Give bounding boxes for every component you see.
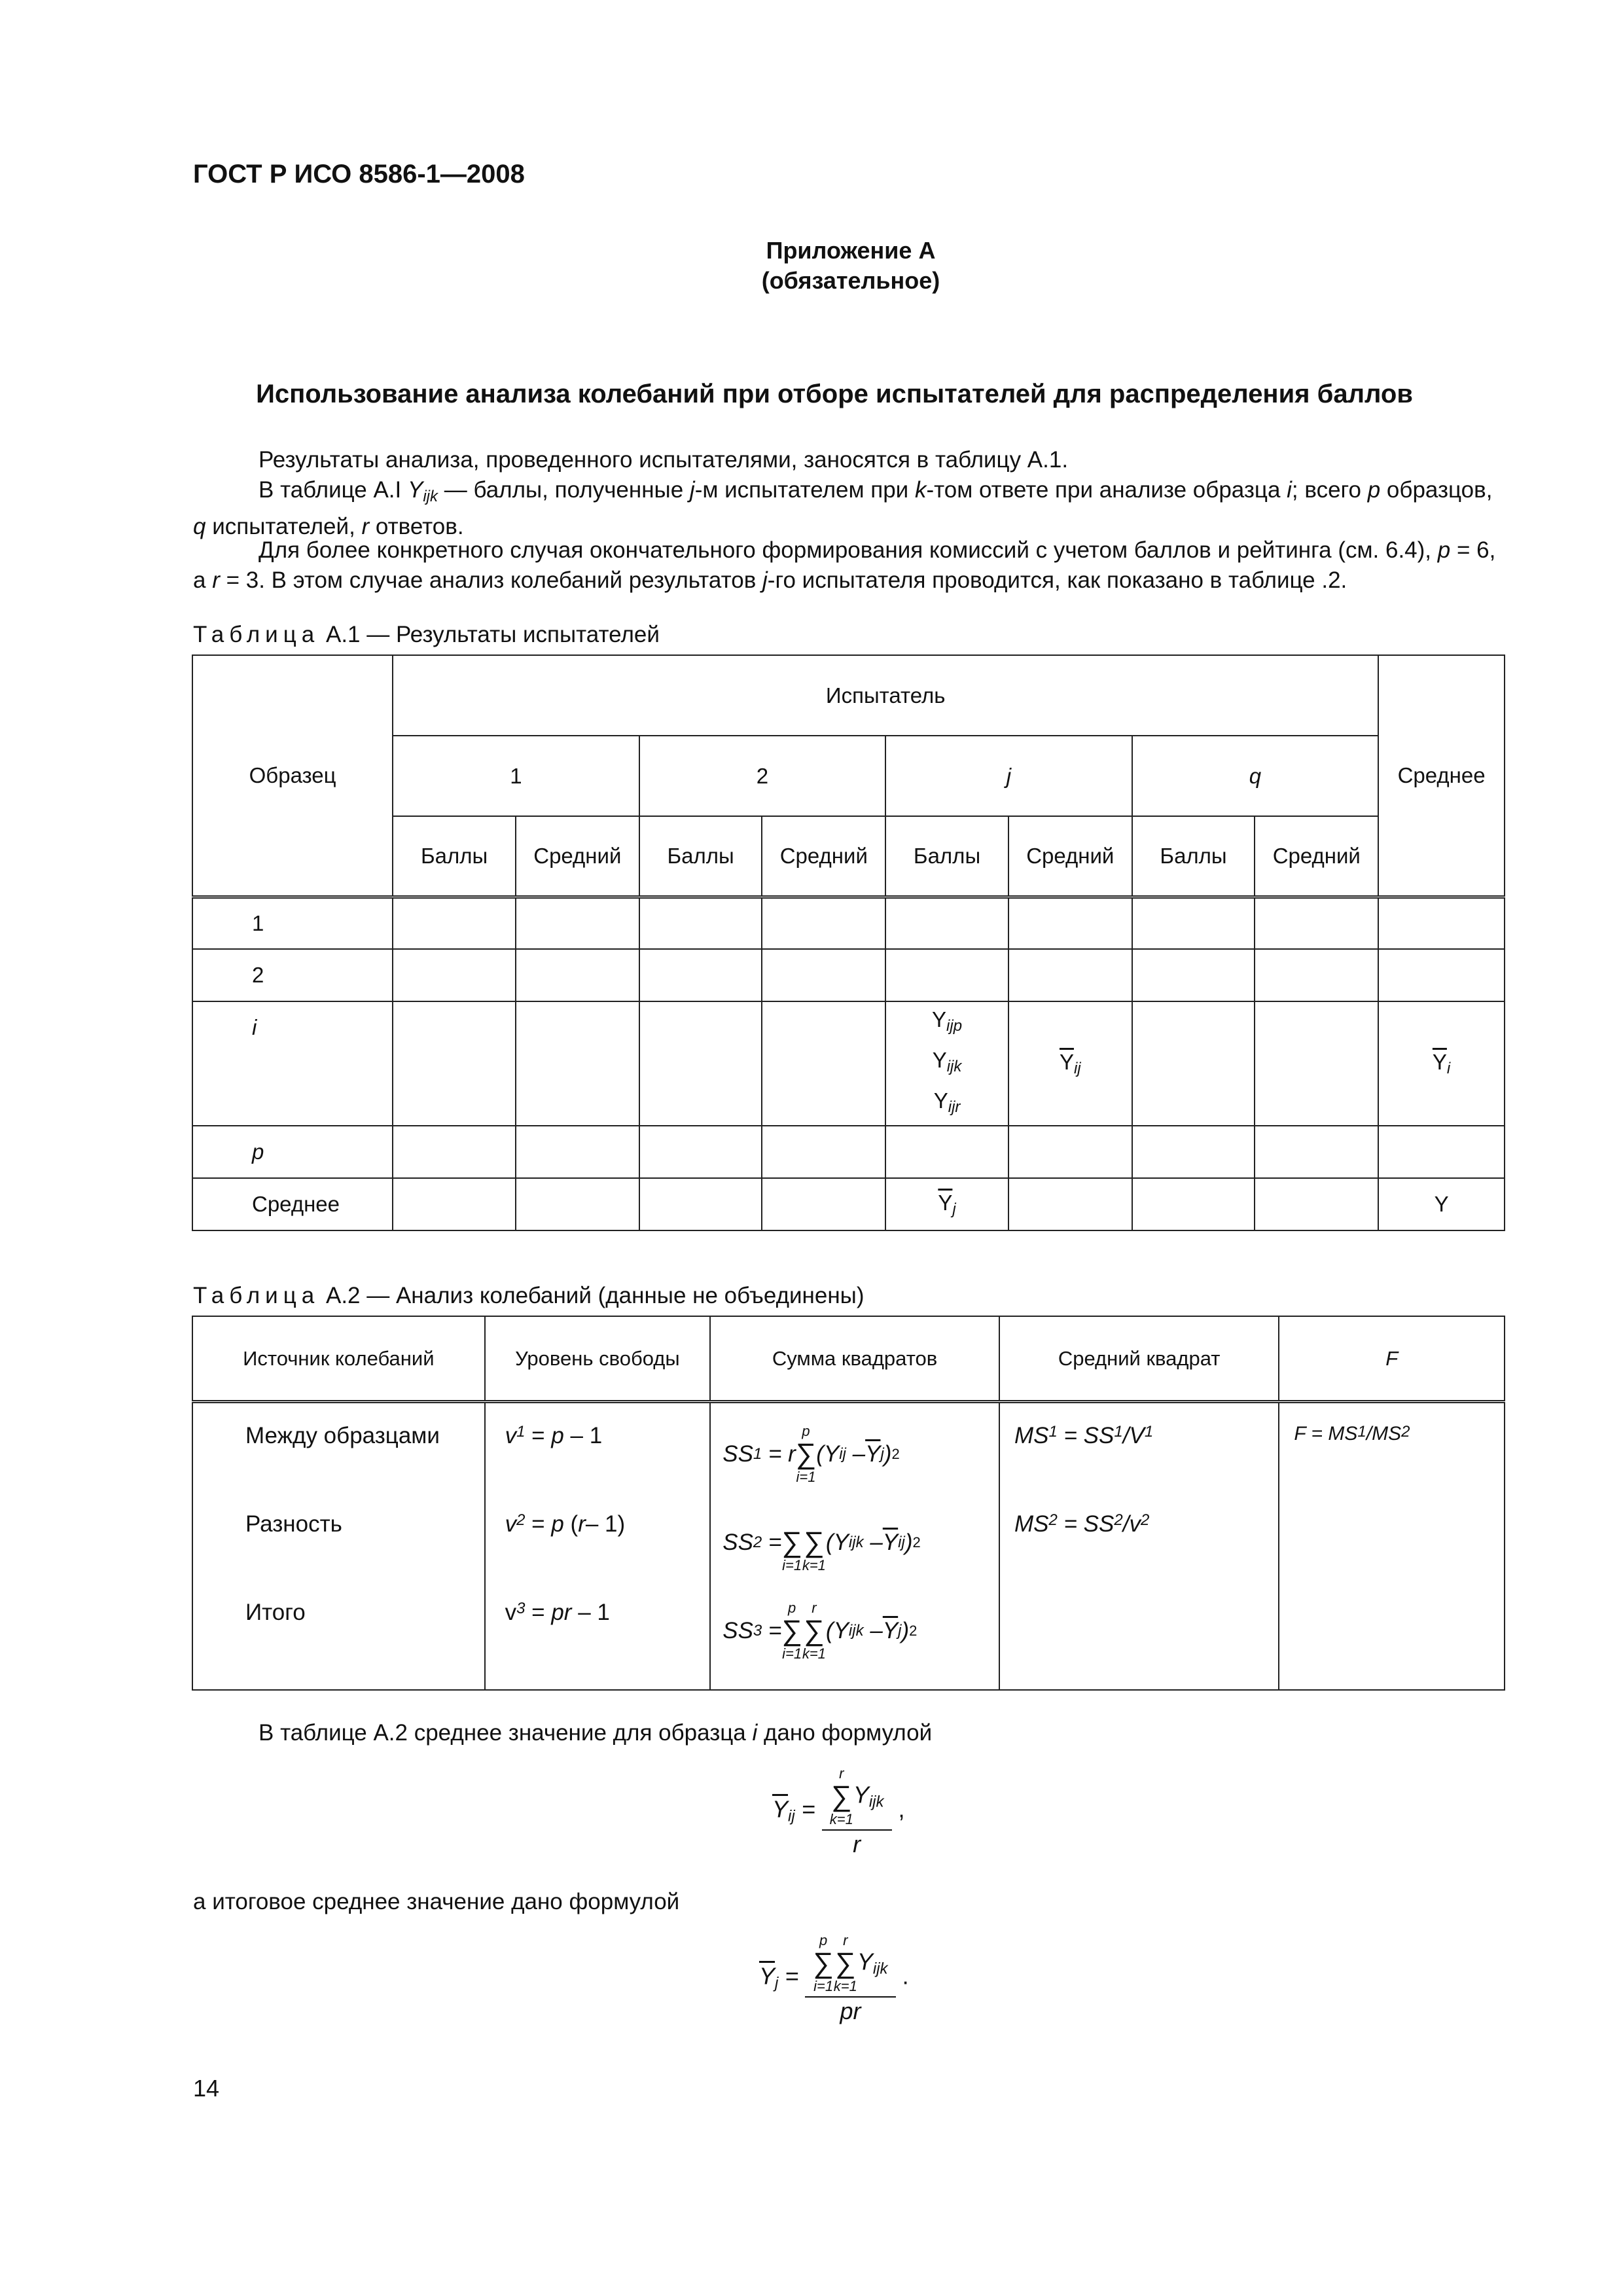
sub-scores: Баллы bbox=[885, 816, 1008, 897]
paragraph-1: Результаты анализа, проведенного испытателями, заносятся в таблицу А.1. bbox=[259, 447, 1069, 473]
ss-cell: SS 1 = r p ∑ i=1 (Y ij – $\overline{Y}$ j ) 2 SS 2 = ∑ i=1 ∑ k=1 (Y ijk – $\overline{Y}$ ij ) 2 SS 3 = p ∑ i=1 r ∑ k=1 (Y ijk – $\overline{Y}$ j ) 2 bbox=[710, 1402, 999, 1690]
page-number: 14 bbox=[193, 2075, 220, 2102]
sub-scores: Баллы bbox=[393, 816, 516, 897]
sub-scores: Баллы bbox=[639, 816, 762, 897]
source-between: Между образцами bbox=[245, 1423, 440, 1448]
section-title: Использование анализа колебаний при отборе испытателей для распределения баллов bbox=[256, 380, 1413, 408]
paragraph-2: В таблице А.I $Y_{ijk}$ — баллы, полученные j-м испытателем при k-том ответе при анализе образца i; всего p образцов, q испытателей, r ответов. bbox=[193, 477, 1493, 539]
sub-mean: Средний bbox=[516, 816, 639, 897]
cell-mean-yi: $\overline{Y}_i$ bbox=[1378, 1001, 1505, 1126]
header-f: F bbox=[1279, 1316, 1505, 1402]
table-results bbox=[192, 655, 1505, 1231]
df-cell: v 1 = p – 1 v 2 = p ( r – 1) v 3 = pr – 1 bbox=[485, 1402, 711, 1690]
sub-mean: Средний bbox=[762, 816, 885, 897]
paragraph-3: Для более конкретного случая окончательного формирования комиссий с учетом баллов и рейтинга (см. 6.4), p = 6, а r = 3. В этом случае анализ колебаний результатов j-го испытателя проводится, как показано в таблице .2. bbox=[193, 537, 1496, 593]
sub-mean: Средний bbox=[1255, 816, 1378, 897]
text-grand-mean-intro: а итоговое среднее значение дано формулой bbox=[193, 1889, 680, 1914]
cell-grand-mean: Y bbox=[1378, 1178, 1505, 1230]
source-difference: Разность bbox=[245, 1511, 342, 1537]
formula-mean-yij: $\overline{Y}_{ij}$ = r ∑ k=1 $Y_{ijk}$ r , bbox=[772, 1765, 905, 1857]
col-mean: Среднее bbox=[1378, 655, 1505, 897]
sub-mean: Средний bbox=[1008, 816, 1132, 897]
header-ss: Сумма квадратов bbox=[710, 1316, 999, 1402]
row-label: i bbox=[192, 1001, 393, 1126]
formula-mean-yj: $\overline{Y}_j$ = p ∑ i=1 r ∑ k=1 $Y_{ijk}$ pr . bbox=[759, 1932, 909, 2024]
appendix-status: (обязательное) bbox=[761, 267, 940, 294]
row-label: Среднее bbox=[192, 1178, 393, 1230]
ms-cell: MS 1 = SS 1 /V 1 MS 2 = SS 2 /v 2 bbox=[999, 1402, 1279, 1690]
col-tester: Испытатель bbox=[393, 655, 1378, 736]
header-df: Уровень свободы bbox=[485, 1316, 711, 1402]
appendix-title: Приложение А bbox=[766, 237, 936, 264]
tester-j: j bbox=[885, 736, 1132, 816]
text-mean-formula-intro: В таблице А.2 среднее значение для образца i дано формулой bbox=[259, 1720, 933, 1746]
header-source: Источник колебаний bbox=[192, 1316, 485, 1402]
document-header: ГОСТ Р ИСО 8586-1—2008 bbox=[193, 160, 525, 188]
table1-caption: Таблица А.1 — Результаты испытателей bbox=[193, 622, 660, 647]
tester-2: 2 bbox=[639, 736, 885, 816]
cell-mean-yj: $\overline{Y}_j$ bbox=[885, 1178, 1008, 1230]
row-label: p bbox=[192, 1126, 393, 1178]
header-ms: Средний квадрат bbox=[999, 1316, 1279, 1402]
row-label: 2 bbox=[192, 949, 393, 1001]
table2-caption: Таблица А.2 — Анализ колебаний (данные не объединены) bbox=[193, 1283, 865, 1308]
tester-1: 1 bbox=[393, 736, 639, 816]
sources-cell bbox=[192, 1402, 485, 1690]
sub-scores: Баллы bbox=[1132, 816, 1255, 897]
cell-yijk: $Y_{ijp}$ $Y_{ijk}$ $Y_{ijr}$ bbox=[885, 1001, 1008, 1126]
row-label: 1 bbox=[192, 897, 393, 949]
f-cell: F = MS 1 /MS 2 bbox=[1279, 1402, 1505, 1690]
table-variance-analysis bbox=[192, 1316, 1505, 1691]
tester-q: q bbox=[1132, 736, 1378, 816]
cell-mean-yij: $\overline{Y}_{ij}$ bbox=[1008, 1001, 1132, 1126]
col-sample: Образец bbox=[192, 655, 393, 897]
source-total: Итого bbox=[245, 1600, 306, 1625]
